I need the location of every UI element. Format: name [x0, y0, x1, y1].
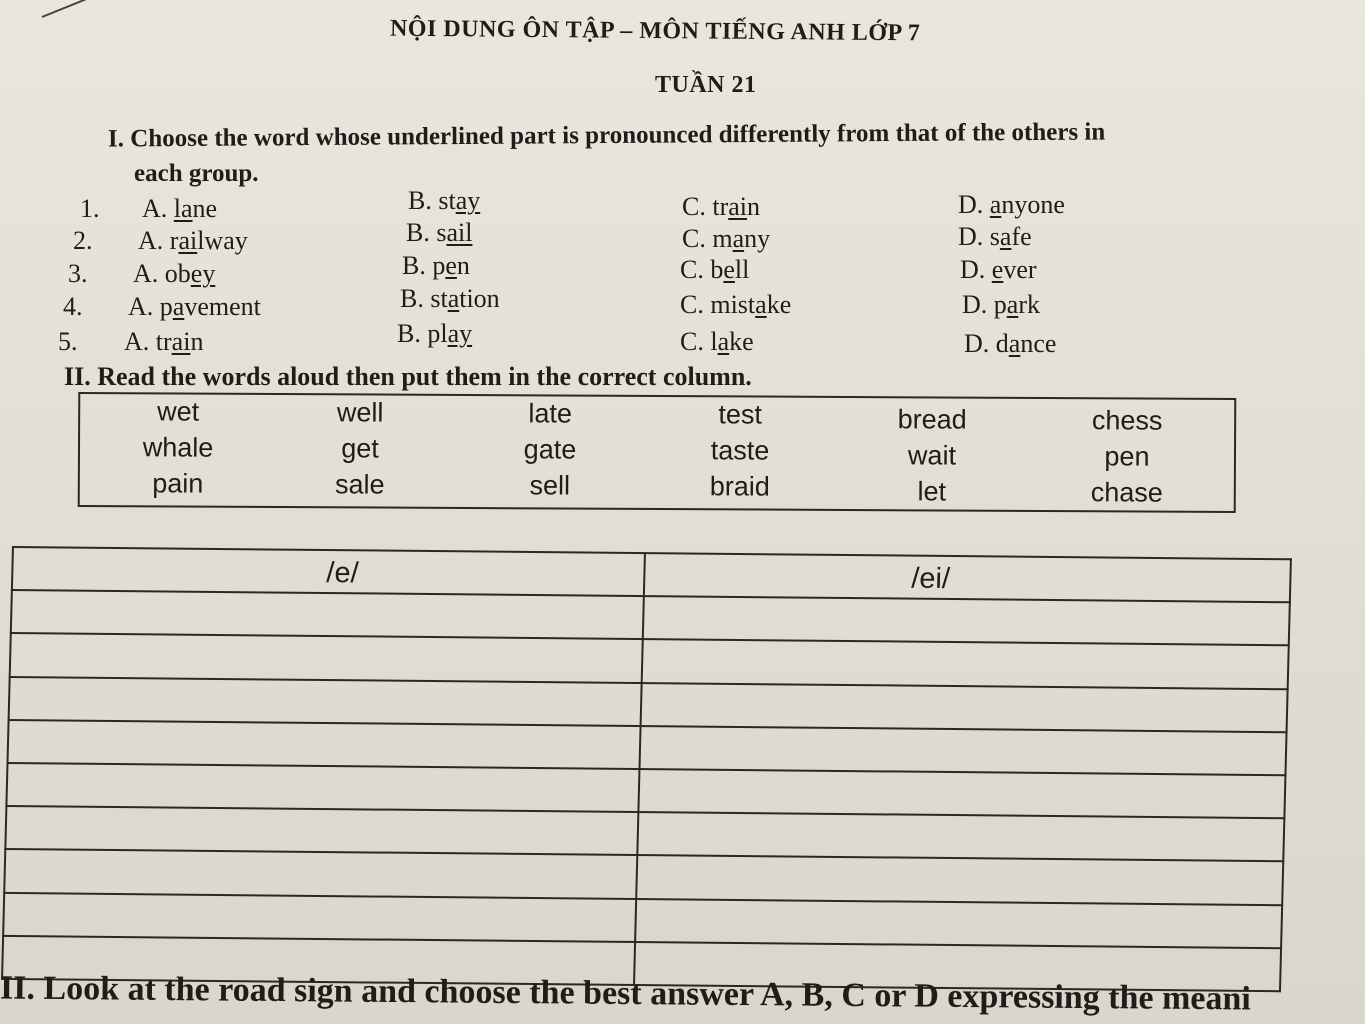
- option-text-start: B. pl: [397, 319, 448, 348]
- option-text-end: nce: [1020, 329, 1057, 358]
- word-item: braid: [709, 471, 770, 502]
- option-text-start: D. p: [962, 290, 1007, 319]
- answer-option: [958, 222, 1032, 252]
- option-text-end: ke: [766, 290, 792, 319]
- word-bank: [78, 392, 1237, 513]
- underlined-part: a: [732, 224, 745, 253]
- option-text-start: B. st: [408, 186, 456, 215]
- underlined-part: e: [723, 255, 735, 284]
- word-item: let: [917, 476, 947, 507]
- answer-option: [958, 190, 1065, 220]
- answer-option: [400, 284, 500, 314]
- column-header-e: /e/: [325, 557, 360, 590]
- option-text-end: fe: [1011, 222, 1032, 251]
- question-number: 4.: [63, 292, 83, 321]
- underlined-part: ai: [171, 327, 191, 356]
- answer-option: [680, 327, 754, 357]
- underlined-part: ai: [728, 192, 747, 221]
- option-text-end: ll: [734, 255, 750, 284]
- answer-option: [680, 255, 749, 285]
- underlined-part: a: [999, 222, 1012, 251]
- answer-option: [960, 255, 1037, 285]
- option-text-start: B. p: [402, 251, 446, 280]
- underlined-part: e: [991, 255, 1004, 284]
- answer-option: [408, 186, 480, 216]
- question-number: 1.: [80, 194, 100, 223]
- section1-instruction: I. Choose the word whose underlined part is pronounced differently from that of the others in: [107, 118, 1106, 153]
- answer-option: [128, 292, 261, 322]
- word-item: wet: [157, 396, 200, 427]
- option-text-start: D. d: [964, 329, 1009, 358]
- answer-option: [962, 290, 1040, 320]
- option-text-start: D.: [960, 255, 992, 284]
- table-row-line: [10, 632, 1290, 646]
- question-number: 3.: [68, 259, 88, 288]
- answer-option: [406, 218, 472, 248]
- underlined-part: a: [172, 292, 185, 321]
- table-row-line: [12, 546, 1292, 560]
- option-text-end: ne: [192, 194, 218, 223]
- table-row-line: [6, 762, 1286, 776]
- underlined-part: ail: [446, 218, 473, 247]
- underlined-part: a: [717, 327, 730, 356]
- option-text-end: nyone: [1001, 190, 1065, 219]
- word-item: wait: [907, 440, 957, 471]
- word-item: pain: [152, 468, 204, 499]
- answer-option: [124, 327, 203, 357]
- word-item: get: [341, 433, 379, 464]
- answer-option: [682, 192, 760, 222]
- option-text-end: rk: [1018, 290, 1040, 319]
- question-number: 2.: [73, 226, 93, 255]
- underlined-part: ay: [447, 319, 473, 348]
- word-item: bread: [897, 404, 967, 435]
- answer-option: [402, 251, 470, 281]
- answer-option: [397, 319, 472, 349]
- section2-instruction: II. Read the words aloud then put them in the correct column.: [64, 362, 752, 391]
- word-item: well: [336, 397, 384, 428]
- answer-option: [138, 226, 248, 256]
- option-text-start: A. p: [128, 292, 173, 321]
- answer-table: [1, 546, 1292, 992]
- word-item: sell: [529, 470, 571, 501]
- word-item: taste: [710, 435, 770, 466]
- column-header-ei: /ei/: [910, 562, 951, 596]
- answer-option: [133, 259, 215, 289]
- table-row-line: [5, 805, 1285, 819]
- option-text-start: C. m: [682, 224, 733, 253]
- underlined-part: a: [989, 190, 1002, 219]
- option-text-end: n: [190, 327, 204, 356]
- answer-option: [680, 290, 791, 320]
- option-text-start: C. tr: [682, 192, 729, 221]
- underlined-part: a: [1008, 329, 1021, 358]
- section1-instruction-cont: each group.: [134, 160, 259, 187]
- option-text-end: ke: [729, 327, 754, 356]
- option-text-end: n: [747, 192, 760, 221]
- underlined-part: a: [1006, 290, 1019, 319]
- underlined-part: e: [445, 251, 457, 280]
- option-text-start: C. b: [680, 255, 724, 284]
- option-text-end: lway: [197, 226, 248, 255]
- section3-instruction: II. Look at the road sign and choose the best answer A, B, C or D expressing the meani: [0, 969, 1252, 1018]
- word-item: late: [528, 398, 573, 429]
- option-text-end: vement: [184, 292, 261, 321]
- option-text-start: D. s: [958, 222, 1000, 251]
- table-row-line: [4, 848, 1284, 862]
- option-text-start: C. l: [680, 327, 718, 356]
- word-item: test: [718, 399, 763, 430]
- option-text-start: D.: [958, 190, 990, 219]
- word-item: sale: [334, 469, 385, 500]
- option-text-start: C. mist: [680, 290, 756, 319]
- option-text-end: ver: [1003, 255, 1037, 284]
- document-title: NỘI DUNG ÔN TẬP – MÔN TIẾNG ANH LỚP 7: [389, 15, 921, 47]
- answer-option: [682, 224, 770, 254]
- table-row-line: [3, 892, 1283, 906]
- table-row-line: [11, 589, 1291, 603]
- option-text-end: n: [456, 251, 470, 280]
- word-item: whale: [142, 432, 214, 463]
- answer-option: [142, 194, 217, 224]
- underlined-part: ai: [178, 226, 198, 255]
- table-row-line: [8, 719, 1288, 733]
- word-item: chase: [1090, 477, 1163, 508]
- underlined-part: ey: [190, 259, 216, 288]
- option-text-start: B. s: [406, 218, 447, 247]
- option-text-start: A. r: [138, 226, 179, 255]
- underlined-part: ay: [455, 186, 481, 215]
- week-label: TUẦN 21: [655, 72, 757, 98]
- table-row-line: [2, 935, 1282, 949]
- option-text-start: A.: [142, 194, 174, 223]
- underlined-part: a: [755, 290, 767, 319]
- option-text-start: B. st: [400, 284, 448, 313]
- option-text-end: tion: [459, 284, 500, 313]
- pen-mark: [42, 0, 95, 18]
- option-text-start: A. tr: [124, 327, 172, 356]
- answer-option: [964, 329, 1056, 359]
- underlined-part: a: [447, 284, 460, 313]
- word-item: chess: [1091, 405, 1163, 436]
- underlined-part: la: [173, 194, 193, 223]
- word-item: gate: [523, 434, 577, 465]
- option-text-end: ny: [744, 224, 771, 253]
- table-row-line: [9, 676, 1289, 690]
- word-item: pen: [1104, 441, 1150, 472]
- option-text-start: A. ob: [133, 259, 191, 288]
- question-number: 5.: [58, 327, 78, 356]
